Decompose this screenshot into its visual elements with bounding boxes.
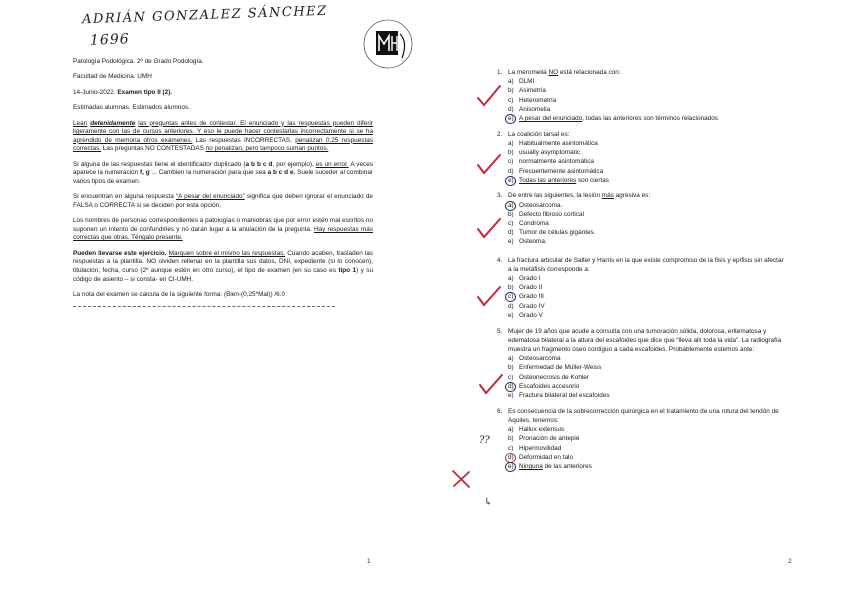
option[interactable]: b) Defecto fibroso cortical — [508, 210, 584, 218]
option[interactable]: c) Osteonecrosis de Kohler — [508, 373, 589, 381]
question-2: 2. La coalición tarsal es: a) Habitualmente asintomática b) usually asymptomatic c) normalmente asintomática d) Frecuentemente asintomática e) Todas las anteriores son ciertas — [497, 130, 787, 185]
option-selected[interactable]: e) Ninguna de las anteriores — [508, 462, 592, 470]
option[interactable]: d) Tumor de células gigantes. — [508, 229, 596, 237]
question-6: 6. Es consecuencia de la sobrecorrección quirúrgica en el tratamiento de una rotura del tendón de Aquiles, tenemos: a) Hallux extensus b) Pronación de antepié c) Hipermovilidad d) Deformidad en talo e) Ninguna de las anteriores — [497, 407, 787, 471]
check-mark-icon — [478, 372, 504, 396]
date-line: 14-Junio-2022. — [73, 88, 116, 96]
exam-type: Examen tipo II (2). — [117, 88, 173, 96]
option[interactable]: e) Osteoma. — [508, 238, 547, 246]
option-selected[interactable]: e) Todas las anteriores son ciertas — [508, 176, 609, 184]
instructions-block — [73, 58, 373, 307]
instructions-paragraph-5: Pueden llevarse este ejercicio. Marquen sobre el mismo las respuestas. Cuando acaben, trasladen las respuestas a la plantilla. NO olviden rellenar en la plantilla sus datos, DNI, expediente (si lo conocen), titulación, fecha, curso (2º aunque estén en otro curso), el tipo de examen (en su caso es tipo 1) y su código de asiento – si consta- en CI-UMH. — [73, 249, 373, 283]
option[interactable]: d) Anisomelia — [508, 105, 551, 113]
option[interactable]: d) Frecuentemente asintomática — [508, 167, 604, 175]
instructions-paragraph-3: Si encuentran en alguna respuesta “A pesar del enunciado” significa que deben ignorar el enunciado de FALSA o CORRECTA si se deciden por esta opción. — [73, 193, 373, 209]
option[interactable]: a) Hallux extensus — [508, 426, 565, 434]
option[interactable]: a) DLMI — [508, 78, 535, 86]
faculty-line: Facultad de Medicina. UMH — [73, 73, 152, 81]
option[interactable]: b) usually asymptomatic — [508, 149, 581, 157]
divider — [73, 306, 335, 307]
page-number: 1 — [367, 558, 371, 565]
check-mark-icon — [476, 284, 502, 308]
course-line: Patología Podológica. 2º de Grado Podología. — [73, 58, 204, 65]
check-mark-icon — [476, 84, 502, 108]
page-number: 2 — [788, 558, 792, 565]
handwritten-name: ADRIÁN GONZALEZ SÁNCHEZ — [81, 3, 328, 28]
option-selected[interactable]: c) Grado III — [508, 293, 544, 301]
option-selected[interactable]: d) Escafoides accesorio — [508, 382, 580, 390]
option[interactable]: c) normalmente asintomática — [508, 158, 594, 166]
option[interactable]: c) Heterometría — [508, 96, 557, 104]
option[interactable]: c) Hipermovilidad — [508, 444, 562, 452]
question-5: 5. Mujer de 19 años que acude a consulta con una tumoración sólida, dolorosa, eritematosa y edematosa bilateral a la altura del escafoides que dice que “lleva allí toda la vida”. La radiografía muestra un fragmento óseo contiguo a cada escafoides. Probablemente estemos ante: a) Osteosarcoma b) Enfermedad de Müller-Weiss c) Osteonecrosis de Kohler d) Escafoides accesorio e) Fractura bilateral del escafoides — [497, 327, 787, 401]
option[interactable]: b) Grado II — [508, 284, 543, 292]
option-selected[interactable]: e) A pesar del enunciado, todas las anteriores son términos relacionados — [508, 115, 718, 123]
check-mark-icon — [476, 152, 502, 176]
handwritten-question-mark: ?? — [479, 435, 490, 446]
instructions-paragraph-2: Si alguna de las respuestas tiene el identificador duplicado (a b b c d, por ejemplo), es un error. A veces aparece la numeración f, g ... Cambien la numeración para que sea a b c d e. Suele suceder al combinar varios tipos de examen. — [73, 160, 374, 185]
handwritten-arrow: ↳ — [484, 497, 493, 508]
cross-mark-icon — [450, 468, 472, 490]
option[interactable]: e) Fractura bilateral del escafoides — [508, 392, 610, 399]
question-1: 1. La meromelia NO está relacionada con: a) DLMI b) Asimetría c) Heterometría d) Anisomelia e) A pesar del enunciado, todas las anteriores son términos relacionados — [497, 68, 787, 123]
instructions-paragraph-1: Lean detenidamente las preguntas antes de contestar. El enunciado y las respuestas pueden diferir ligeramente con las de cursos anteriores. Y eso le puede hacer contestarlas incorrectamente si se ha aprendido de memoria otros exámenes. Las respuestas INCORRECTAS, penalizan 0,25 respuestas correctas. Las preguntas NO CONTESTADAS no penalizan, pero tampoco suman puntos. — [73, 119, 373, 153]
check-mark-icon — [476, 216, 502, 240]
option[interactable]: c) Condroma — [508, 220, 549, 228]
option[interactable]: b) Pronación de antepié — [508, 435, 580, 443]
option[interactable]: b) Asimetría — [508, 87, 546, 95]
question-4: 4. La fractura articular de Salter y Harris en la que existe compromiso de la fisis y epífisis sin afectar a la metáfisis corresponde a: a) Grado I b) Grado II c) Grado III d) Grado IV e) Grado V — [497, 256, 787, 320]
option[interactable]: a) Grado I — [508, 275, 541, 283]
greeting: Estimadas alumnas. Estimados alumnos. — [73, 104, 190, 112]
option[interactable]: d) Grado IV — [508, 302, 545, 310]
grading-formula: La nota del examen se calcula de la siguiente forma: (Bien-(0,25*Mal)) /6.0 — [73, 291, 286, 299]
option-correct-red[interactable]: d) Deformidad en talo — [508, 453, 573, 461]
question-list — [497, 68, 787, 478]
option[interactable]: a) Habitualmente asintomática — [508, 139, 598, 147]
option-selected[interactable]: a) Osteosarcoma. — [508, 201, 563, 209]
option[interactable]: b) Enfermedad de Müller-Weiss — [508, 364, 602, 372]
instructions-paragraph-4: Los nombres de personas correspondientes a patologías o maniobras que por error estén mal escritos no suponen un intento de confundirles y no darán lugar a la anulación de la pregunta. Hay respuestas más correctas que otras. Téngalo presente. — [73, 217, 373, 242]
option[interactable]: a) Osteosarcoma — [508, 355, 561, 363]
handwritten-number: 1696 — [89, 31, 130, 49]
question-3: 3. De entre las siguientes, la lesión más agresiva es: a) Osteosarcoma. b) Defecto fibroso cortical c) Condroma d) Tumor de células gigantes. e) Osteoma. — [497, 191, 787, 246]
option[interactable]: e) Grado V — [508, 311, 543, 319]
